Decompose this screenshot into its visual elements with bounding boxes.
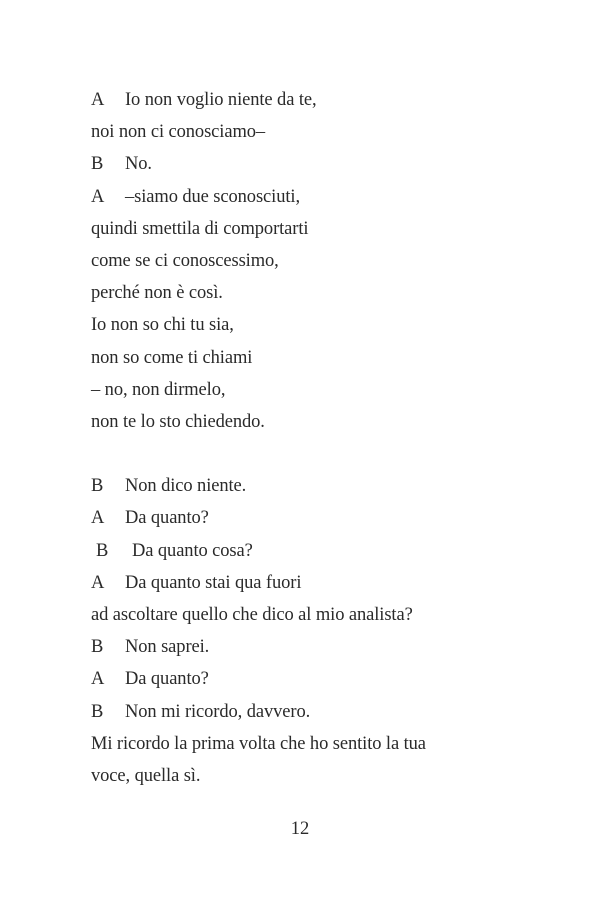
page-number: 12 [290,819,310,839]
speaker-label: B [91,637,104,658]
verse-line [91,406,531,438]
speaker-label: A [91,186,105,207]
stanza-break [91,438,531,470]
dialogue-line [91,148,531,180]
line-text: –siamo due sconosciuti, [125,186,300,207]
line-text: No. [125,154,152,175]
line-text: – no, non dirmelo, [91,379,226,400]
speaker-label: A [91,572,105,593]
line-text: Non mi ricordo, davvero. [125,701,311,722]
line-text: Da quanto? [125,508,209,529]
line-text: non te lo sto chiedendo. [91,411,265,432]
line-text: Da quanto stai qua fuori [125,572,302,593]
line-text: quindi smettila di comportarti [91,218,309,239]
speaker-label: B [96,540,109,561]
line-text: Non dico niente. [125,476,247,497]
verse-line [91,213,531,245]
line-text: Mi ricordo la prima volta che ho sentito la tua [91,733,426,754]
verse-line [91,599,531,631]
verse-line [91,245,531,277]
verse-line [91,728,531,760]
speaker-label: B [91,701,104,722]
dialogue-line [91,84,531,116]
dialogue-line [91,470,531,502]
line-text: voce, quella sì. [91,765,201,786]
line-text: Non saprei. [125,637,210,658]
line-text: Da quanto cosa? [132,540,253,561]
line-text: perché non è così. [91,283,223,304]
speaker-label: A [91,508,105,529]
speaker-label: A [91,90,105,110]
line-text: noi non ci conosciamo– [91,122,266,143]
dialogue-line [91,696,531,728]
line-text: non so come ti chiami [91,347,253,368]
dialogue-line [91,663,531,695]
line-text: come se ci conoscessimo, [91,250,279,271]
line-text: Io non so chi tu sia, [91,315,234,336]
speaker-label: B [91,476,104,497]
speaker-label: A [91,669,105,690]
verse-line [91,116,531,148]
dialogue-line [91,631,531,663]
verse-line [91,760,531,792]
verse-line [91,374,531,406]
line-text: Io non voglio niente da te, [125,90,317,110]
line-text: Da quanto? [125,669,209,690]
dialogue-line [91,535,531,567]
speaker-label: B [91,154,104,175]
line-text: ad ascoltare quello che dico al mio analista? [91,605,413,625]
verse-line [91,342,531,374]
verse-line [91,277,531,309]
dialogue-text [91,84,531,792]
verse-line [91,309,531,341]
dialogue-line [91,181,531,213]
dialogue-line [91,502,531,534]
dialogue-line [91,567,531,599]
